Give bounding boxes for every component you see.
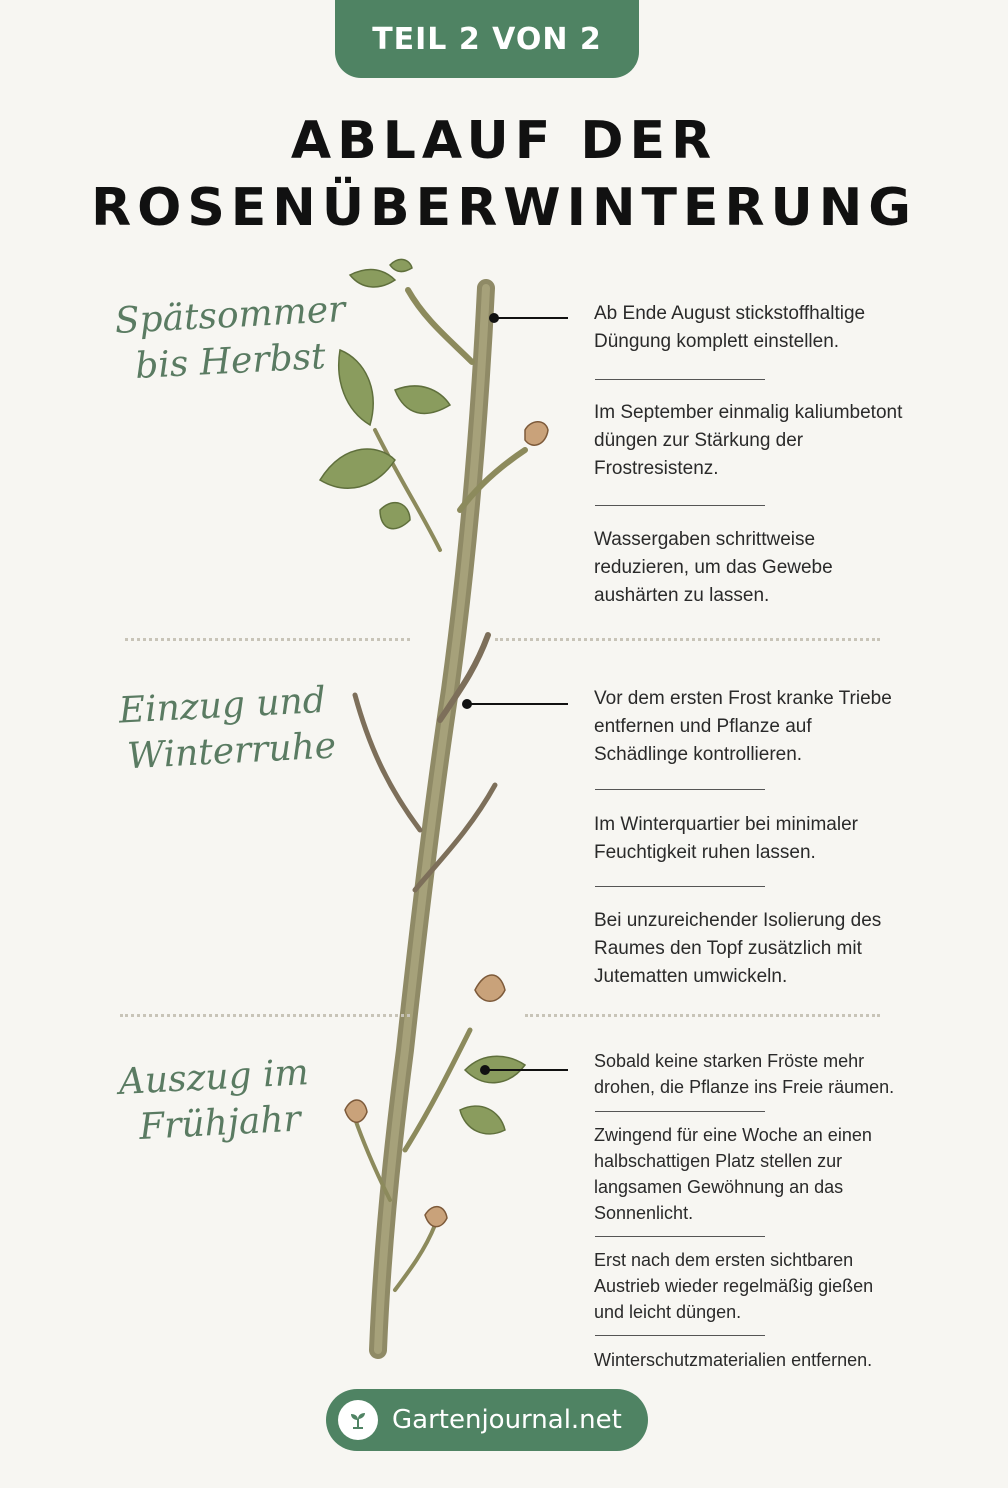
step-text: Vor dem ersten Frost kranke Triebe entfernen und Pflanze auf Schädlinge kontrollieren. — [594, 688, 892, 765]
step-separator — [595, 886, 765, 887]
step-separator — [595, 1236, 765, 1237]
section-divider — [120, 1014, 410, 1017]
page-title-line-1: ABLAUF DER — [290, 111, 718, 171]
step-text: Zwingend für eine Woche an einen halbschattigen Platz stellen zur langsamen Gewöhnung an das Sonnenlicht. — [594, 1125, 872, 1223]
step-separator — [595, 1335, 765, 1336]
step-separator — [595, 379, 765, 380]
step-separator — [595, 789, 765, 790]
part-badge: TEIL 2 VON 2 — [335, 0, 639, 78]
rose-stem-illustration — [300, 250, 560, 1360]
section-divider — [125, 638, 410, 641]
section-label-winter-rest: Einzug und Winterruhe — [117, 679, 338, 778]
section-label-spring: Auszug im Frühjahr — [117, 1052, 310, 1148]
section-label-late-summer: Spätsommer bis Herbst — [113, 289, 347, 388]
step-text: Im September einmalig kaliumbetont düngen zur Stärkung der Frostresistenz. — [594, 402, 903, 479]
connector-line — [485, 1069, 568, 1071]
step-text: Winterschutzmaterialien entfernen. — [594, 1350, 873, 1370]
step-text: Erst nach dem ersten sichtbaren Austrieb wieder regelmäßig gießen und leicht düngen. — [594, 1250, 874, 1322]
brand-footer[interactable] — [326, 1389, 648, 1451]
brand-name: Gartenjournal.net — [392, 1405, 622, 1435]
step-text: Sobald keine starken Fröste mehr drohen, die Pflanze ins Freie räumen. — [594, 1051, 895, 1097]
page-title-line-2: ROSENÜBERWINTERUNG — [91, 178, 917, 238]
section-divider — [495, 638, 880, 641]
step-separator — [595, 1111, 765, 1112]
section-divider — [525, 1014, 880, 1017]
connector-line — [494, 317, 568, 319]
step-text: Im Winterquartier bei minimaler Feuchtigkeit ruhen lassen. — [594, 814, 858, 863]
seedling-icon — [338, 1400, 378, 1440]
step-text: Bei unzureichender Isolierung des Raumes den Topf zusätzlich mit Jutematten umwickeln. — [594, 910, 882, 987]
connector-line — [467, 703, 568, 705]
step-text: Ab Ende August stickstoffhaltige Düngung komplett einstellen. — [594, 303, 866, 352]
step-text: Wassergaben schrittweise reduzieren, um das Gewebe aushärten zu lassen. — [594, 529, 833, 606]
step-separator — [595, 505, 765, 506]
